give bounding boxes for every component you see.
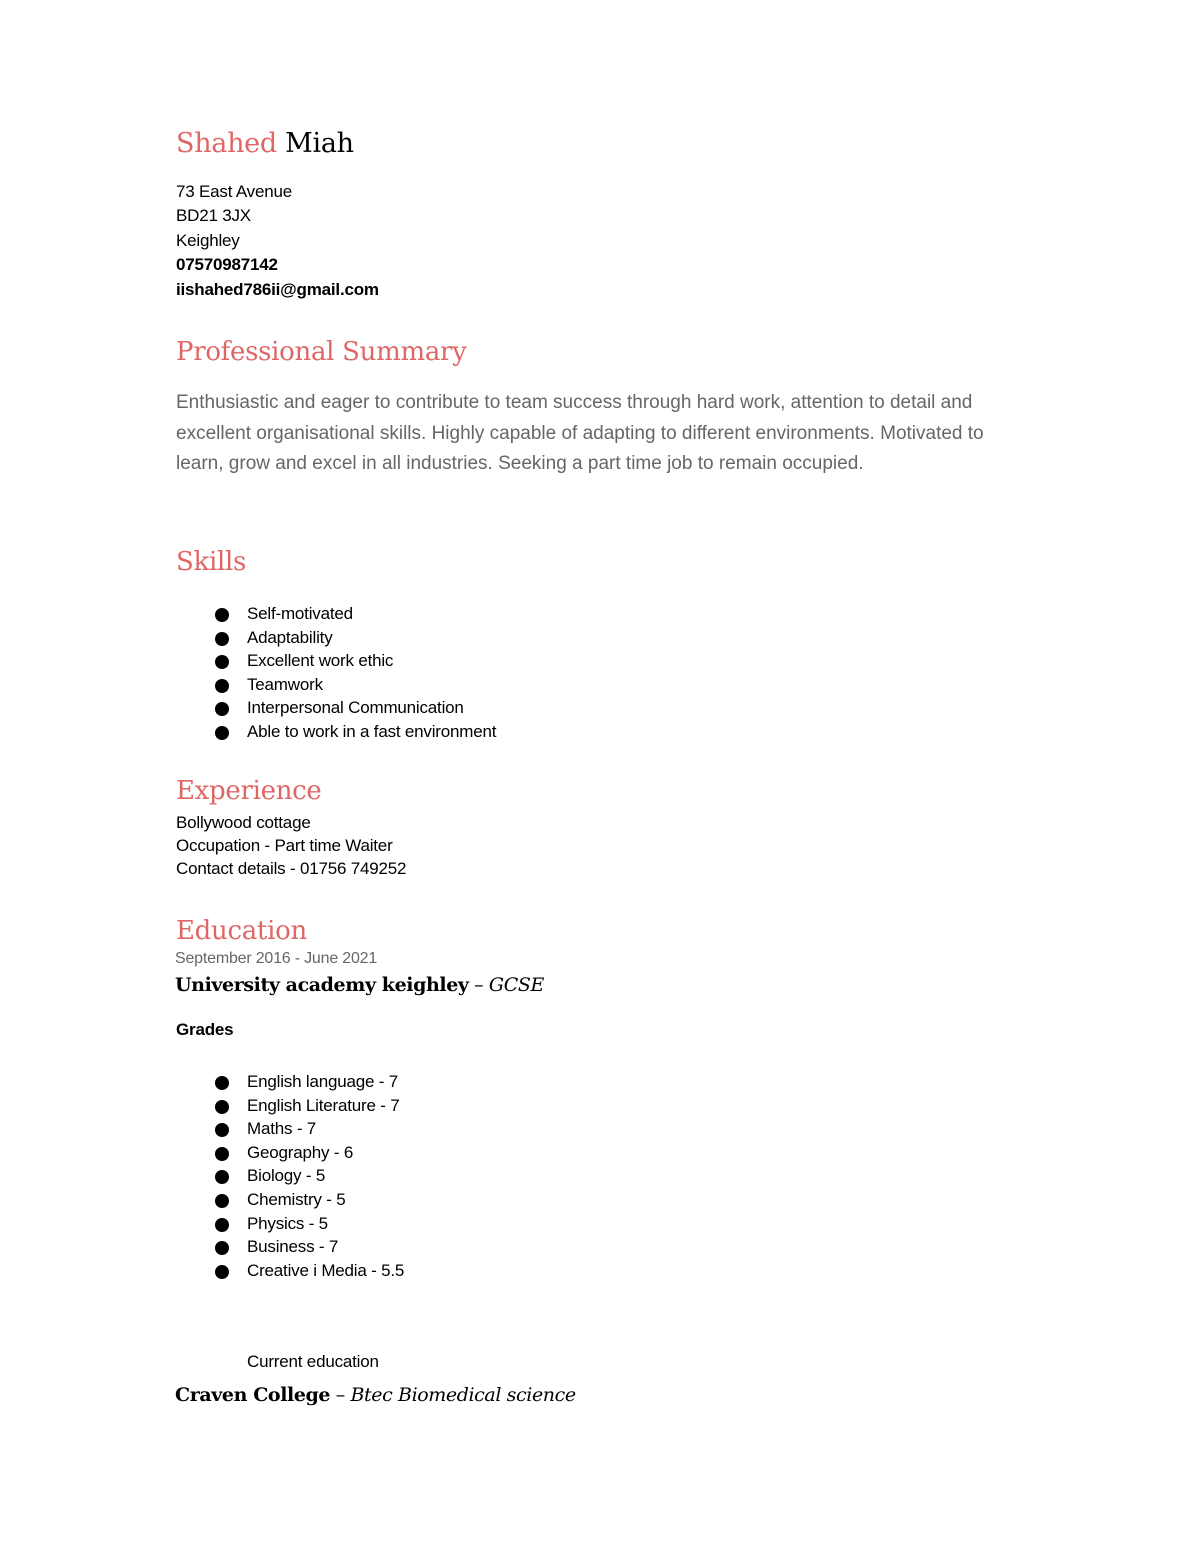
bullet-icon	[215, 1218, 229, 1232]
bullet-icon	[215, 1265, 229, 1279]
bullet-icon	[215, 608, 229, 622]
candidate-name	[176, 128, 354, 159]
bullet-icon	[215, 1147, 229, 1161]
current-education-label: Current education	[247, 1352, 379, 1371]
school-name: University academy keighley	[175, 974, 469, 996]
bullet-icon	[215, 1241, 229, 1255]
college-course: Btec Biomedical science	[350, 1384, 576, 1406]
bullet-icon	[215, 1100, 229, 1114]
bullet-icon	[215, 679, 229, 693]
resume-page: Shahed Miah 73 East Avenue BD21 3JX Keighley 07570987142 iishahed786ii@gmail.com Professional Summary Enthusiastic and eager to contribute to team success through hard work, attention to detail and excellent organisational skills. Highly capable of adapting to different environments. Motivated to learn, grow and excel in all industries. Seeking a part time job to remain occupied. Skills Self-motivated Adaptability Excellent work ethic Teamwork Interpersonal Communication Able to work in a fast environment Experience Bollywood cottage Occupation - Part time Waiter Contact details - 01756 749252 Education September 2016 - June 2021 University academy keighley – GCSE Grades English language - 7 English Literature - 7 Maths - 7 Geography - 6 Biology - 5 Chemistry - 5 Physics - 5 Business - 7 Creative i Media - 5.5 Current education Craven College – Btec Biomedical science	[0, 0, 1200, 1553]
email-address: iishahed786ii@gmail.com	[176, 280, 379, 299]
first-name: Shahed	[176, 128, 277, 159]
bullet-icon	[215, 655, 229, 669]
bullet-icon	[215, 1123, 229, 1137]
school-line	[175, 974, 544, 996]
occupation: Occupation - Part time Waiter	[176, 836, 393, 855]
college-separator: –	[330, 1384, 351, 1406]
college-line	[175, 1384, 576, 1406]
employer-name: Bollywood cottage	[176, 813, 311, 832]
education-dates: September 2016 - June 2021	[175, 950, 378, 967]
bullet-icon	[215, 726, 229, 740]
town: Keighley	[176, 231, 240, 250]
bullet-icon	[215, 702, 229, 716]
address-line: 73 East Avenue	[176, 182, 292, 201]
college-name: Craven College	[175, 1384, 331, 1406]
postcode: BD21 3JX	[176, 206, 251, 225]
experience-heading: Experience	[176, 776, 322, 806]
summary-heading: Professional Summary	[176, 337, 467, 367]
qualification: GCSE	[488, 974, 544, 996]
employer-contact: Contact details - 01756 749252	[176, 859, 407, 878]
phone-number: 07570987142	[176, 255, 278, 274]
grades-label: Grades	[176, 1020, 234, 1039]
summary-text: Enthusiastic and eager to contribute to team success through hard work, attention to detail and excellent organisational skills. Highly capable of adapting to different environments. Motivated to learn, grow and excel in all industries. Seeking a part time job to remain occupied.	[176, 392, 984, 475]
school-separator: –	[468, 974, 489, 996]
education-heading: Education	[176, 916, 307, 946]
bullet-icon	[215, 1076, 229, 1090]
last-name: Miah	[285, 128, 354, 159]
skills-heading: Skills	[176, 547, 247, 577]
bullet-icon	[215, 1170, 229, 1184]
bullet-icon	[215, 632, 229, 646]
bullet-icon	[215, 1194, 229, 1208]
